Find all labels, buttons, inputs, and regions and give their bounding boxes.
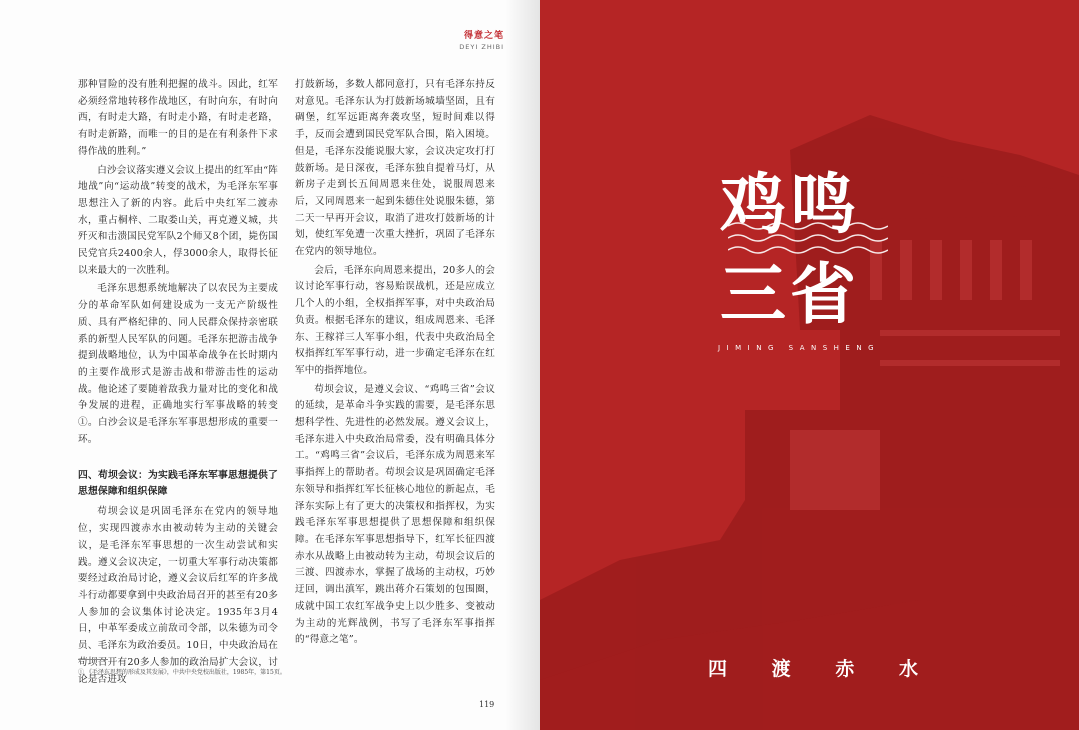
paragraph: 苟坝会议是巩固毛泽东在党内的领导地位，实现四渡赤水由被动转为主动的关键会议，是毛泽东军事思想的一次生动尝试和实践。遵义会议决定，一切重大军事行动决策都要经过政治局讨论，遵义会议后红军的许多战斗行动都要拿到中央政治局召开的甚至有20多人参加的会议集体讨论决定。1935年3月4日，中革军委成立前敌司令部，以朱德为司令员、毛泽东为政治委员。10日，中央政治局在苟坝召开有20多人参加的政治局扩大会议，讨论是否进攻	[78, 506, 278, 685]
header-subtitle: DEYI ZHIBI	[459, 43, 504, 51]
paragraph: 打鼓新场，多数人都同意打，只有毛泽东持反对意见。毛泽东认为打鼓新场城墙坚固，且有碉堡，红军远距离奔袭攻坚，短时间难以得手，反而会遭到国民党军队合围，陷入困境。但是，毛泽东没能说服大家，会议决定攻打打鼓新场。是日深夜，毛泽东独自提着马灯，从新房子走到长五间周恩来住处，说服周恩来后，又同周恩来一起到朱德住处说服朱德，第二天一早再开会议，取消了进攻打鼓新场的计划，使红军免遭一次重大挫折，巩固了毛泽东在党内的领导地位。	[295, 79, 495, 258]
wave-ornament-icon	[728, 218, 888, 260]
building-silhouette-image	[540, 0, 1079, 730]
paragraph: 白沙会议落实遵义会议上提出的红军由“阵地战”向“运动战”转变的战术，为毛泽东军事思想注入了新的内容。此后中央红军二渡赤水，重占桐梓、二取娄山关，再克遵义城，共歼灭和击溃国民党军队2个师又8个团，毙伤国民党官兵2400余人，俘3000余人，取得长征以来最大的一次胜利。	[78, 164, 278, 276]
section-char: 赤	[835, 658, 855, 680]
section-label	[708, 654, 918, 681]
section-char: 水	[898, 658, 918, 680]
page-header	[459, 28, 504, 51]
text-column-1	[78, 77, 278, 688]
footnote-divider	[78, 659, 108, 660]
page-fold-shadow	[505, 0, 541, 730]
header-title: 得意之笔	[463, 31, 504, 41]
title-line-1: 鸡鸣	[720, 165, 860, 243]
paragraph: 会后，毛泽东向周恩来提出，20多人的会议讨论军事行动，容易贻误战机，还是应成立几个人的小组，全权指挥军事，对中央政治局负责。根据毛泽东的建议，组成周恩来、毛泽东、王稼祥三人军事小组，代表中央政治局全权指挥红军军事行动，进一步确定毛泽东在红军中的指挥地位。	[295, 264, 495, 376]
right-page	[540, 0, 1079, 730]
title-line-2: 三省	[720, 255, 860, 333]
section-char: 渡	[771, 658, 791, 680]
section-char: 四	[708, 658, 728, 680]
page-number: 119	[479, 700, 495, 709]
title-pinyin: JIMING SANSHENG	[718, 344, 881, 352]
footnote: ① 《毛泽东思想的形成及其发展》，中共中央党校出版社，1985年，第15页。	[78, 669, 286, 676]
text-column-2	[295, 77, 495, 649]
section-heading: 四、苟坝会议：为实践毛泽东军事思想提供了思想保障和组织保障	[78, 470, 278, 498]
paragraph: 那种冒险的没有胜利把握的战斗。因此，红军必须经常地转移作战地区，有时向东，有时向西，有时走大路，有时走小路，有时走老路，有时走新路，而唯一的目的是在有利条件下求得作战的胜利。”	[78, 79, 278, 157]
paragraph: 毛泽东思想系统地解决了以农民为主要成分的革命军队如何建设成为一支无产阶级性质、具有严格纪律的、同人民群众保持亲密联系的新型人民军队的问题。毛泽东把游击战争提到战略地位，认为中国革命战争在长时期内的主要作战形式是游击战和带游击性的运动战。他论述了要随着敌我力量对比的变化和战争发展的进程，正确地实行军事战略的转变①。白沙会议是毛泽东军事思想形成的重要一环。	[78, 283, 278, 445]
paragraph: 苟坝会议，是遵义会议、“鸡鸣三省”会议的延续，是革命斗争实践的需要，是毛泽东思想科学性、先进性的必然发展。遵义会议上，毛泽东进入中央政治局常委，没有明确具体分工。“鸡鸣三省”会议后，毛泽东成为周恩来军事指挥上的帮助者。苟坝会议是巩固确定毛泽东领导和指挥红军长征核心地位的新起点，毛泽东实际上有了更大的决策权和指挥权，为实践毛泽东军事思想提供了思想保障和组织保障。在毛泽东军事思想指导下，红军长征四渡赤水从战略上由被动转为主动，苟坝会议后的三渡、四渡赤水，掌握了战场的主动权，巧妙迂回，调出滇军，跳出蒋介石策划的包围圈，成就中国工农红军战争史上以少胜多、变被动为主动的光辉战例，书写了毛泽东军事指挥的“得意之笔”。	[295, 383, 495, 646]
